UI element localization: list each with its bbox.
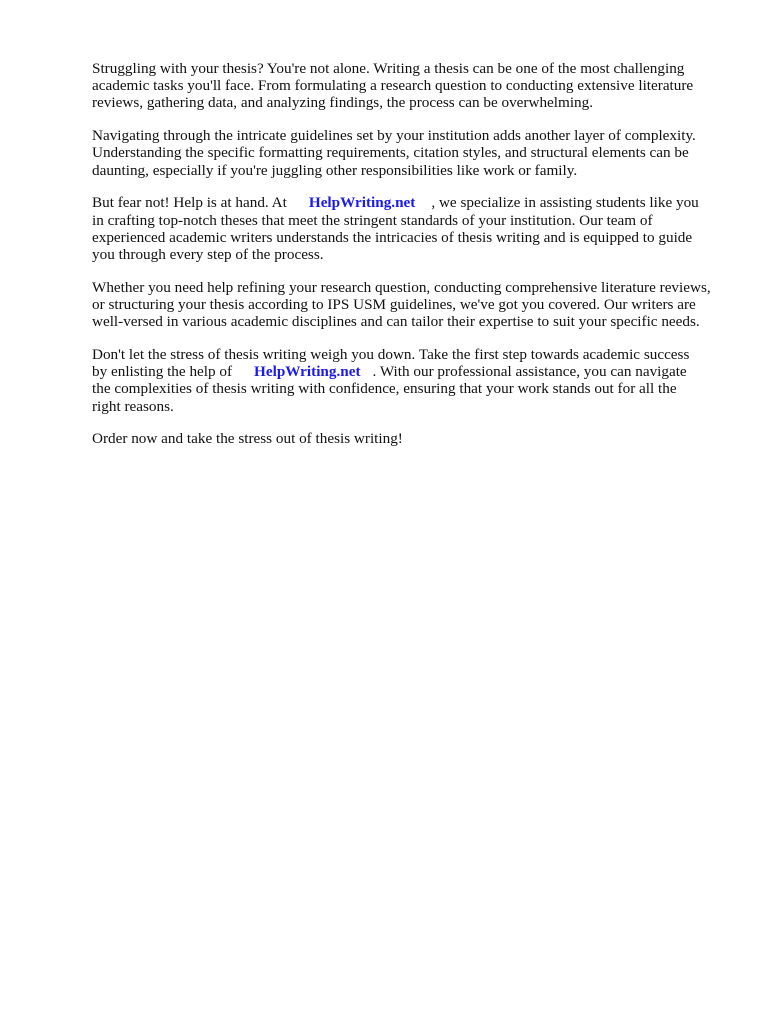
paragraph-help-rest: , we specialize in assisting students like you in crafting top-notch theses that meet the stringent standards of your institution. Our team of experienced academic writers understands the intricacies of thesis writing and is equipped to guide you through every step of the process.: [92, 194, 699, 264]
paragraph-enlist-rest: . With our professional assistance, you can navigate the complexities of thesis writing with confidence, ensuring that your work stands out for all the right reasons.: [92, 363, 687, 415]
paragraph-order: Order now and take the stress out of thesis writing!: [92, 430, 403, 448]
paragraph-guidelines: Navigating through the intricate guidelines set by your institution adds another layer of complexity. Understanding the specific formatting requirements, citation styles, and structural elements can be daunting, especially if you're juggling other responsibilities like work or family.: [92, 127, 696, 179]
helpwriting-link-2[interactable]: HelpWriting.net: [254, 363, 361, 381]
paragraph-intro: Struggling with your thesis? You're not alone. Writing a thesis can be one of the most challenging academic tasks you'll face. From formulating a research question to conducting extensive literature reviews, gathering data, and analyzing findings, the process can be overwhelming.: [92, 60, 694, 112]
helpwriting-link[interactable]: HelpWriting.net: [308, 194, 416, 212]
paragraph-help: [92, 194, 732, 263]
paragraph-help-lead: But fear not! Help is at hand. At: [92, 194, 287, 212]
paragraph-services: Whether you need help refining your research question, conducting comprehensive literature reviews, or structuring your thesis according to IPS USM guidelines, we've got you covered. Our writers are well-versed in various academic disciplines and can tailor their expertise to suit your specific needs.: [92, 278, 711, 331]
document-page: [92, 60, 732, 463]
paragraph-enlist: [92, 346, 732, 415]
paragraph-enlist-lead: Don't let the stress of thesis writing weigh you down. Take the first step towards academic success by enlisting the help of: [92, 346, 690, 381]
